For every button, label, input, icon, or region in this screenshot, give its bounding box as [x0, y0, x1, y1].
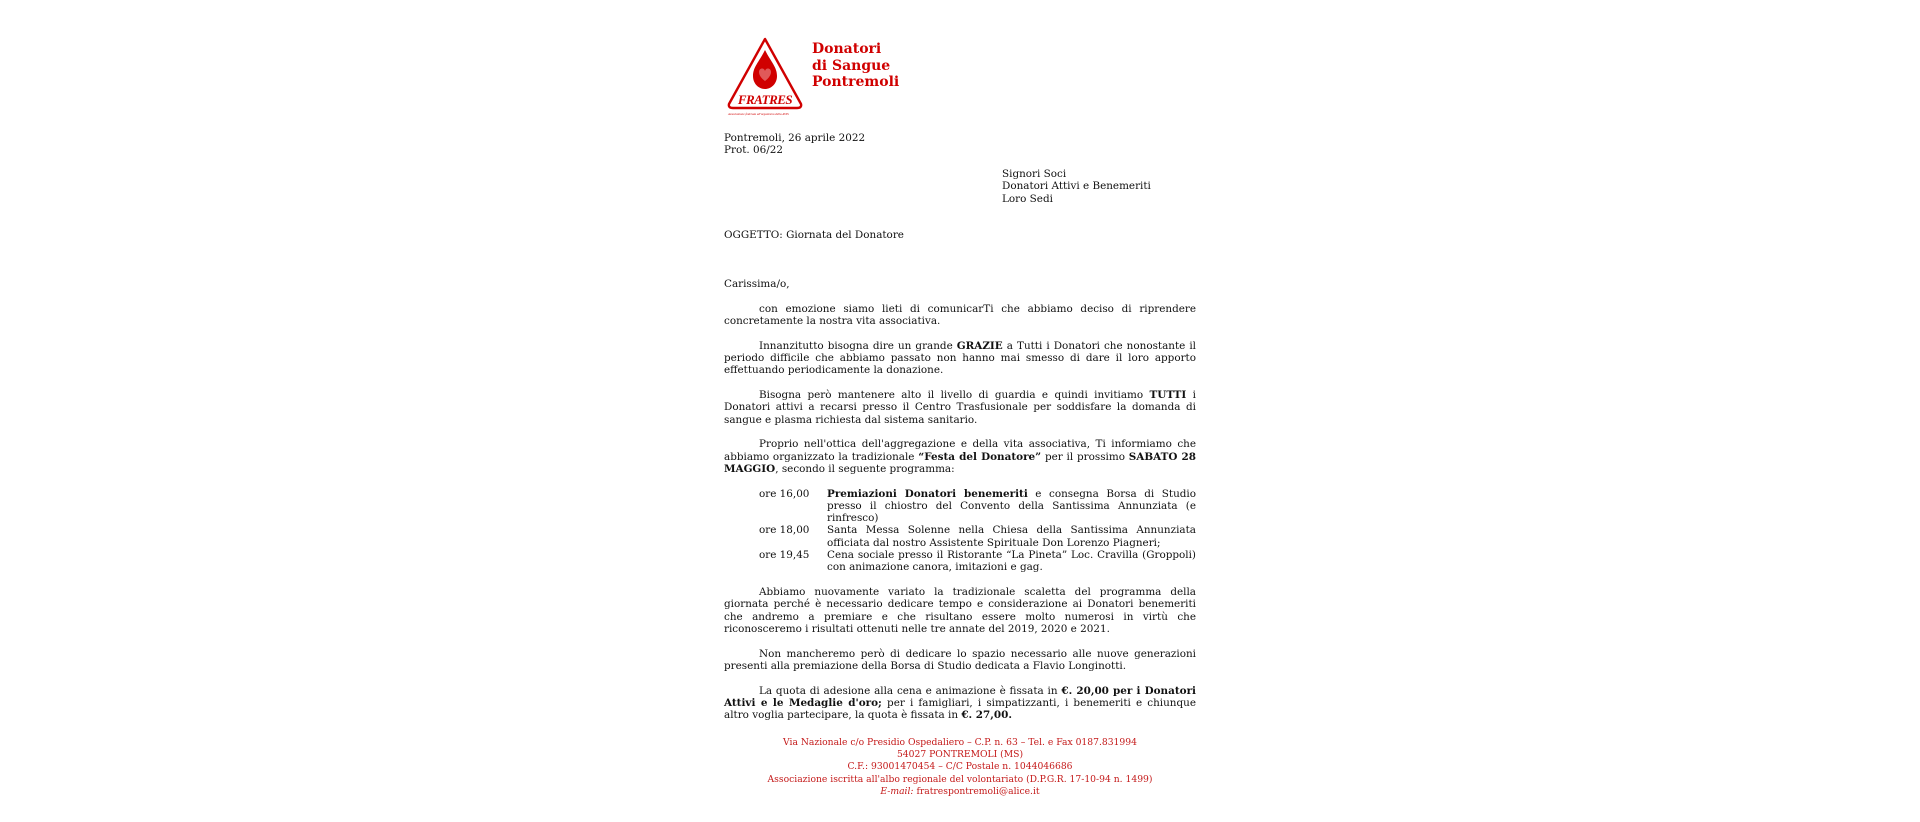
schedule-description: Cena sociale presso il Ristorante “La Pineta” Loc. Cravilla (Groppoli) con animazione canora, imitazioni e gag.: [827, 549, 1196, 574]
fratres-logo: [726, 36, 804, 118]
letter-page: [724, 30, 1196, 722]
paragraph-7: La quota di adesione alla cena e animazione è fissata in €. 20,00 per i Donatori Attivi e le Medaglie d'oro; per i famigliari, i simpatizzanti, i benemeriti e chiunque altro voglia partecipare, la quota è fissata in €. 27,00.: [724, 684, 1196, 722]
letter-subject: OGGETTO: Giornata del Donatore: [724, 229, 904, 241]
footer-email-line: [724, 786, 1196, 798]
schedule-row: [724, 549, 1196, 574]
letter-footer: [724, 737, 1196, 798]
recipients-block: [1002, 168, 1151, 205]
footer-address: Via Nazionale c/o Presidio Ospedaliero – C.P. n. 63 – Tel. e Fax 0187.831994: [783, 737, 1137, 748]
paragraph-4: Proprio nell'ottica dell'aggregazione e della vita associativa, Ti informiamo che abbiamo organizzato la tradizionale “Festa del Donatore” per il prossimo SABATO 28 MAGGIO, secondo il seguente programma:: [724, 438, 1196, 475]
logo-name: FRATRES: [737, 92, 793, 107]
footer-tax-info: C.F.: 93001470454 – C/C Postale n. 1044046686: [847, 761, 1073, 773]
recipient-line: Loro Sedi: [1002, 192, 1053, 205]
paragraph-3: Bisogna però mantenere alto il livello di guardia e quindi invitiamo TUTTI i Donatori attivi a recarsi presso il Centro Trasfusionale per soddisfare la domanda di sangue e plasma richiesta dal sistema sanitario.: [724, 388, 1196, 426]
schedule-time: ore 16,00: [759, 487, 810, 500]
organization-name: [812, 41, 899, 91]
org-line: di Sangue: [812, 57, 891, 74]
paragraph-6: Non mancheremo però di dedicare lo spazio necessario alle nuove generazioni presenti alla premiazione della Borsa di Studio dedicata a Flavio Longinotti.: [724, 647, 1196, 672]
footer-registration: Associazione iscritta all'albo regionale del volontariato (D.P.G.R. 17-10-94 n. 1499): [767, 773, 1153, 785]
schedule: [724, 488, 1196, 574]
schedule-time: ore 19,45: [759, 549, 810, 561]
recipient-line: Signori Soci: [1002, 168, 1067, 180]
footer-city: 54027 PONTREMOLI (MS): [896, 749, 1024, 761]
letter-date: Pontremoli, 26 aprile 2022: [724, 132, 866, 144]
schedule-row: [724, 524, 1196, 549]
email-label: E-mail:: [880, 785, 914, 797]
schedule-time: ore 18,00: [759, 524, 810, 537]
paragraph-5: Abbiamo nuovamente variato la tradizionale scaletta del programma della giornata perché è necessario dedicare tempo e considerazione ai Donatori benemeriti che andremo a premiare e che risultano essere molto numerosi in virtù che riconosceremo i risultati ottenuti nelle tre annate del 2019, 2020 e 2021.: [724, 585, 1196, 635]
email-address[interactable]: fratrespontremoli@alice.it: [916, 785, 1040, 797]
schedule-row: [724, 488, 1196, 525]
schedule-description: Premiazioni Donatori benemeriti e consegna Borsa di Studio presso il chiostro del Convento della Santissima Annunziata (e rinfresco): [827, 487, 1196, 525]
logo-caption: Associazione federata all'organismo della AVIS: [728, 112, 789, 116]
letterhead: [724, 30, 1196, 130]
schedule-description: Santa Messa Solenne nella Chiesa della Santissima Annunziata officiata dal nostro Assistente Spirituale Don Lorenzo Piagneri;: [827, 524, 1196, 549]
paragraph-1: con emozione siamo lieti di comunicarTi che abbiamo deciso di riprendere concretamente la nostra vita associativa.: [724, 302, 1196, 327]
date-block: [724, 132, 865, 157]
letter-body: [724, 278, 1196, 734]
protocol-number: Prot. 06/22: [724, 144, 783, 157]
greeting: Carissima/o,: [724, 278, 790, 290]
org-line: Pontremoli: [812, 74, 900, 90]
paragraph-2: Innanzitutto bisogna dire un grande GRAZIE a Tutti i Donatori che nonostante il periodo difficile che abbiamo passato non hanno mai smesso di dare il loro apporto effettuando periodicamente la donazione.: [724, 339, 1196, 377]
org-line: Donatori: [812, 41, 882, 57]
recipient-line: Donatori Attivi e Benemeriti: [1002, 180, 1151, 193]
